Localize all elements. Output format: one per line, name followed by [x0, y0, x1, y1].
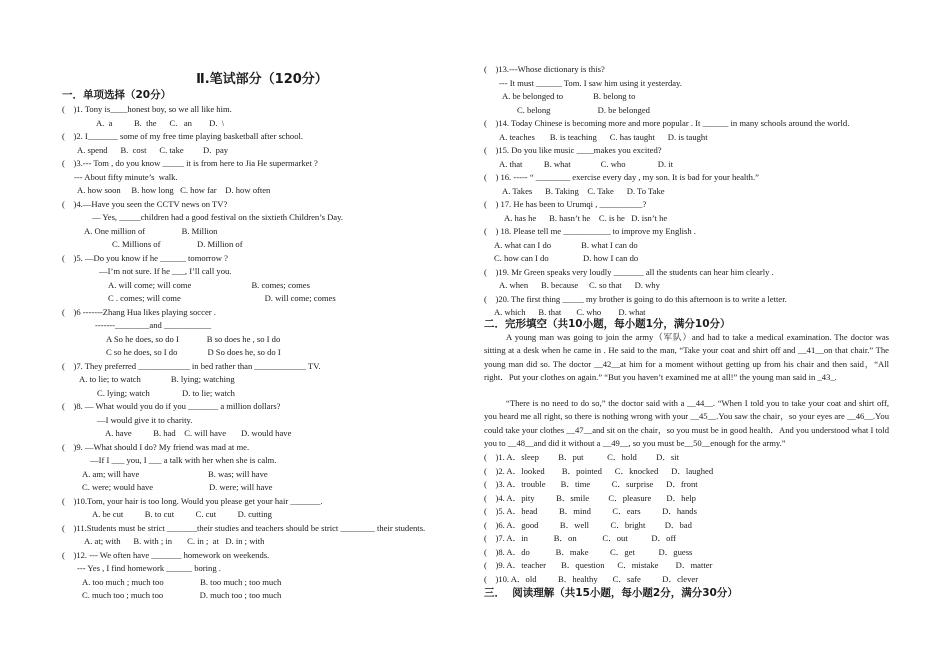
cloze-passage-paragraph-2: “There is no need to do so,” the doctor said with a __44__. “When I told you to take your coat and shirt off, you heard me all right, so there is nothing wrong with your __45__.You saw the chair，so your eyes are __46__.You could take your clothes __47__and sit on the chair，so you must be in good health．And you understood what I told you to __48__and did it without a __49__, so you must be__50__enough for the army.” [484, 398, 889, 449]
question-line: ( )2. I_______ some of my free time playing basketball after school. [62, 131, 304, 141]
question-line: A. when B. because C. so that D. why [499, 280, 660, 290]
cloze-option-line: ( )4. A．pity B．smile C．pleasure D．help [484, 493, 696, 503]
page-title: Ⅱ.笔试部分（120分） [196, 72, 328, 87]
question-line: A So he does, so do I B so does he , so I do [106, 334, 281, 344]
section-heading-cloze: 二．完形填空（共10小题，每小题1分，满分10分） [484, 318, 731, 330]
question-line: ( )10.Tom, your hair is too long. Would you please get your hair _______. [62, 496, 323, 506]
question-line: C. Millions of D. Million of [112, 239, 243, 249]
question-line: C . comes; will come D. will come; comes [108, 293, 336, 303]
question-line: --- About fifty minute’s walk. [74, 172, 178, 182]
question-line: A. be belonged to B. belong to [502, 91, 636, 101]
cloze-option-line: ( )2. A．looked B．pointed C．knocked D．laughed [484, 466, 714, 476]
question-line: A. teaches B. is teaching C. has taught D. is taught [499, 132, 708, 142]
question-line: --- Yes , I find homework ______ boring . [77, 563, 221, 573]
question-line: A. has he B. hasn’t he C. is he D. isn’t he [504, 213, 668, 223]
question-line: A. at; with B. with ; in C. in ; at D. in ; with [84, 536, 265, 546]
question-line: ( )8. — What would you do if you _______ a million dollars? [62, 401, 281, 411]
question-line: -------________and ___________ [95, 320, 212, 330]
question-line: A. Takes B. Taking C. Take D. To Take [502, 186, 665, 196]
question-line: ( ) 16. ----- “ ________ exercise every day , my son. It is bad for your health.” [484, 172, 759, 182]
cloze-option-line: ( )3. A．trouble B．time C．surprise D．front [484, 479, 698, 489]
cloze-option-line: ( )8. A．do B．make C．get D．guess [484, 547, 693, 557]
question-line: —I’m not sure. If he ___, I’ll call you. [99, 266, 232, 276]
question-line: A. have B. had C. will have D. would have [105, 428, 292, 438]
question-line: A. how soon B. how long C. how far D. how often [77, 185, 271, 195]
question-line: A. to lie; to watch B. lying; watching [79, 374, 235, 384]
cloze-option-line: ( )10. A．old B．healthy C．safe D．clever [484, 574, 699, 584]
cloze-option-line: ( )6. A．good B．well C．bright D．bad [484, 520, 692, 530]
cloze-option-line: ( )1. A．sleep B．put C．hold D．sit [484, 452, 680, 462]
question-line: ( ) 17. He has been to Urumqi , __________? [484, 199, 647, 209]
question-line: ( ) 18. Please tell me ___________ to improve my English . [484, 226, 696, 236]
question-line: --- It must ______ Tom. I saw him using it yesterday. [499, 78, 682, 88]
question-line: ( )15. Do you like music ____makes you excited? [484, 145, 662, 155]
question-line: ( )1. Tony is____honest boy, so we all like him. [62, 104, 232, 114]
question-line: ( )11.Students must be strict _______their studies and teachers should be strict ________ their students. [62, 523, 426, 533]
question-line: A. which B. that C. who D. what [494, 307, 646, 317]
cloze-passage-paragraph-1: A young man was going to join the army（军队）and had to take a medical examination. The doctor was sitting at a desk when he came in . He said to the man, “Take your coat and shirt off and __41__on that chair.” The young man did so. The doctor __42__at him for a moment without getting up from his chair and then said，“All right．Put your clothes on again.” “But you haven’t examined me at all!” the young man said in _43_. [484, 332, 889, 383]
section-heading-reading: 三． 阅读理解（共15小题，每小题2分，满分30分） [484, 587, 738, 599]
cloze-option-line: ( )5. A．head B．mind C．ears D．hands [484, 506, 697, 516]
question-line: ( )9. —What should I do? My friend was mad at me. [62, 442, 250, 452]
question-line: ( )13.---Whose dictionary is this? [484, 64, 605, 74]
question-line: ( )6 -------Zhang Hua likes playing soccer . [62, 307, 216, 317]
question-line: A. too much ; much too B. too much ; too much [82, 577, 282, 587]
question-line: A. what can I do B. what I can do [494, 240, 638, 250]
question-line: C so he does, so I do D So does he, so do I [106, 347, 281, 357]
question-line: A. that B. what C. who D. it [499, 159, 674, 169]
question-line: —If I ___ you, I ___ a talk with her when she is calm. [90, 455, 277, 465]
question-line: C. lying; watch D. to lie; watch [97, 388, 235, 398]
question-line: C. belong D. be belonged [517, 105, 650, 115]
question-line: A. be cut B. to cut C. cut D. cutting [92, 509, 272, 519]
question-line: A. spend B. cost C. take D. pay [77, 145, 229, 155]
question-line: ( )14. Today Chinese is becoming more and more popular . It ______ in many schools around the world. [484, 118, 850, 128]
question-line: ( )20. The first thing _____ my brother is going to do this afternoon is to write a letter. [484, 294, 787, 304]
question-line: —I would give it to charity. [97, 415, 193, 425]
section-heading-single-choice: 一．单项选择（20分） [62, 89, 172, 101]
question-line: ( )12. --- We often have _______ homework on weekends. [62, 550, 270, 560]
question-line: C. were; would have D. were; will have [82, 482, 273, 492]
question-line: ( )4.—Have you seen the CCTV news on TV? [62, 199, 228, 209]
question-line: A. will come; will come B. comes; comes [108, 280, 310, 290]
cloze-option-line: ( )7. A．in B．on C．out D．off [484, 533, 677, 543]
question-line: ( )7. They preferred ____________ in bed rather than ____________ TV. [62, 361, 321, 371]
question-line: ( )19. Mr Green speaks very loudly _______ all the students can hear him clearly . [484, 267, 774, 277]
question-line: A. am; will have B. was; will have [82, 469, 268, 479]
question-line: ( )5. —Do you know if he ______ tomorrow ? [62, 253, 228, 263]
question-line: ( )3.--- Tom , do you know _____ it is from here to Jia He supermarket ? [62, 158, 318, 168]
question-line: — Yes, _____children had a good festival on the sixtieth Children’s Day. [92, 212, 344, 222]
question-line: C. much too ; much too D. much too ; too much [82, 590, 282, 600]
question-line: C. how can I do D. how I can do [494, 253, 639, 263]
question-line: A. a B. the C. an D. \ [96, 118, 225, 128]
cloze-option-line: ( )9. A．teacher B．question C．mistake D．matter [484, 560, 713, 570]
question-line: A. One million of B. Million [84, 226, 218, 236]
